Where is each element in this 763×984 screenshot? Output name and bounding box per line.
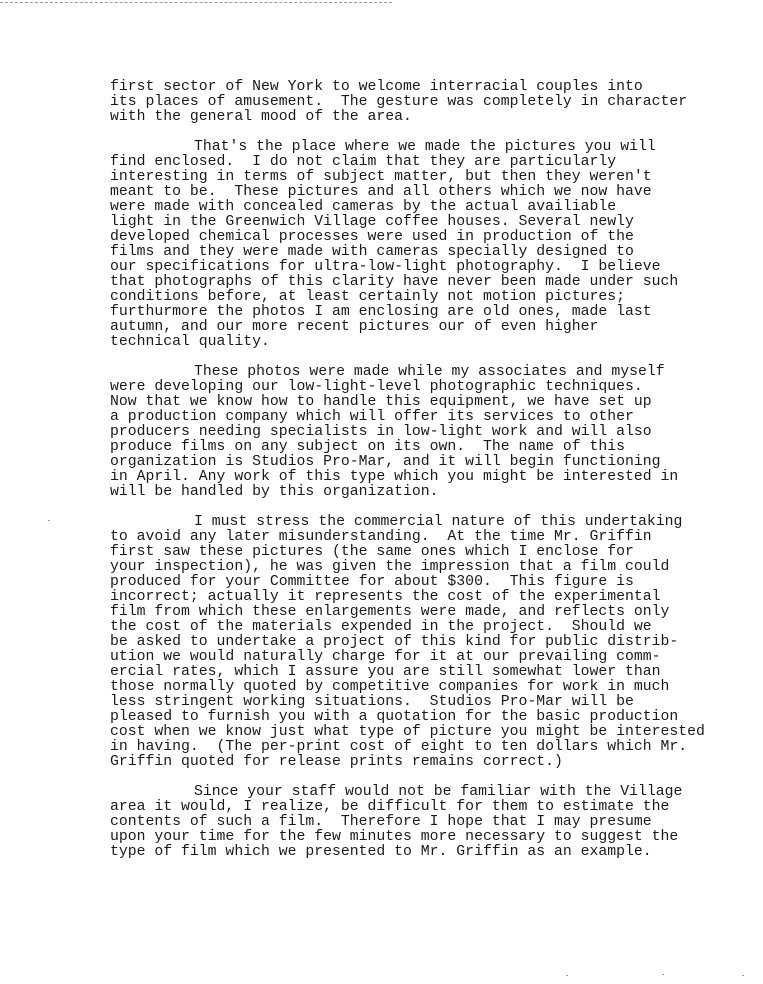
- text-line: produce films on any subject on its own. The name of this: [110, 439, 626, 455]
- text-line: were made with concealed cameras by the actual availiable: [110, 199, 617, 215]
- text-line: first sector of New York to welcome interracial couples into: [110, 79, 643, 95]
- text-line: film from which these enlargements were made, and reflects only: [110, 604, 670, 620]
- text-line: technical quality.: [110, 334, 270, 350]
- paragraph: [110, 515, 705, 770]
- text-line: in April. Any work of this type which you might be interested in: [110, 469, 679, 485]
- text-line: I must stress the commercial nature of this undertaking: [194, 514, 683, 530]
- text-line: those normally quoted by competitive companies for work in much: [110, 679, 670, 695]
- text-line: Griffin quoted for release prints remains correct.): [110, 754, 563, 770]
- text-line: that photographs of this clarity have never been made under such: [110, 274, 679, 290]
- text-line: furthurmore the photos I am enclosing are old ones, made last: [110, 304, 652, 320]
- text-line: developed chemical processes were used in production of the: [110, 229, 634, 245]
- paragraph: [110, 80, 705, 125]
- text-line: find enclosed. I do not claim that they are particularly: [110, 154, 617, 170]
- text-line: a production company which will offer its services to other: [110, 409, 634, 425]
- scan-speck: [742, 975, 744, 976]
- text-line: contents of such a film. Therefore I hope that I may presume: [110, 814, 652, 830]
- paragraph: [110, 365, 705, 500]
- text-line: Since your staff would not be familiar with the Village: [194, 784, 683, 800]
- text-line: producers needing specialists in low-light work and will also: [110, 424, 652, 440]
- paragraph: [110, 785, 705, 860]
- text-line: less stringent working situations. Studios Pro-Mar will be: [110, 694, 634, 710]
- text-line: its places of amusement. The gesture was completely in character: [110, 94, 688, 110]
- text-line: be asked to undertake a project of this kind for public distrib-: [110, 634, 679, 650]
- paragraph: [110, 140, 705, 350]
- typewritten-letter-body: [110, 80, 705, 875]
- text-line: light in the Greenwich Village coffee houses. Several newly: [110, 214, 634, 230]
- text-line: ercial rates, which I assure you are still somewhat lower than: [110, 664, 661, 680]
- scan-speck: [662, 974, 664, 975]
- text-line: incorrect; actually it represents the cost of the experimental: [110, 589, 661, 605]
- text-line: films and they were made with cameras specially designed to: [110, 244, 634, 260]
- text-line: were developing our low-light-level photographic techniques.: [110, 379, 643, 395]
- text-line: meant to be. These pictures and all others which we now have: [110, 184, 652, 200]
- text-line: with the general mood of the area.: [110, 109, 412, 125]
- text-line: interesting in terms of subject matter, but then they weren't: [110, 169, 652, 185]
- text-line: autumn, and our more recent pictures our of even higher: [110, 319, 599, 335]
- text-line: your inspection), he was given the impression that a film could: [110, 559, 670, 575]
- text-line: upon your time for the few minutes more necessary to suggest the: [110, 829, 679, 845]
- text-line: pleased to furnish you with a quotation for the basic production: [110, 709, 679, 725]
- text-line: conditions before, at least certainly not motion pictures;: [110, 289, 626, 305]
- text-line: These photos were made while my associates and myself: [194, 364, 665, 380]
- text-line: organization is Studios Pro-Mar, and it will begin functioning: [110, 454, 661, 470]
- text-line: will be handled by this organization.: [110, 484, 439, 500]
- top-dashed-border: [0, 2, 392, 3]
- text-line: Now that we know how to handle this equipment, we have set up: [110, 394, 652, 410]
- text-line: produced for your Committee for about $300. This figure is: [110, 574, 634, 590]
- text-line: to avoid any later misunderstanding. At the time Mr. Griffin: [110, 529, 652, 545]
- text-line: cost when we know just what type of picture you might be interested: [110, 724, 705, 740]
- text-line: That's the place where we made the pictures you will: [194, 139, 656, 155]
- text-line: in having. (The per-print cost of eight to ten dollars which Mr.: [110, 739, 688, 755]
- scan-speck: [48, 520, 50, 521]
- text-line: the cost of the materials expended in the project. Should we: [110, 619, 652, 635]
- text-line: type of film which we presented to Mr. Griffin as an example.: [110, 844, 652, 860]
- text-line: area it would, I realize, be difficult for them to estimate the: [110, 799, 670, 815]
- text-line: our specifications for ultra-low-light photography. I believe: [110, 259, 661, 275]
- text-line: ution we would naturally charge for it at our prevailing comm-: [110, 649, 661, 665]
- scan-speck: [566, 975, 568, 976]
- text-line: first saw these pictures (the same ones which I enclose for: [110, 544, 634, 560]
